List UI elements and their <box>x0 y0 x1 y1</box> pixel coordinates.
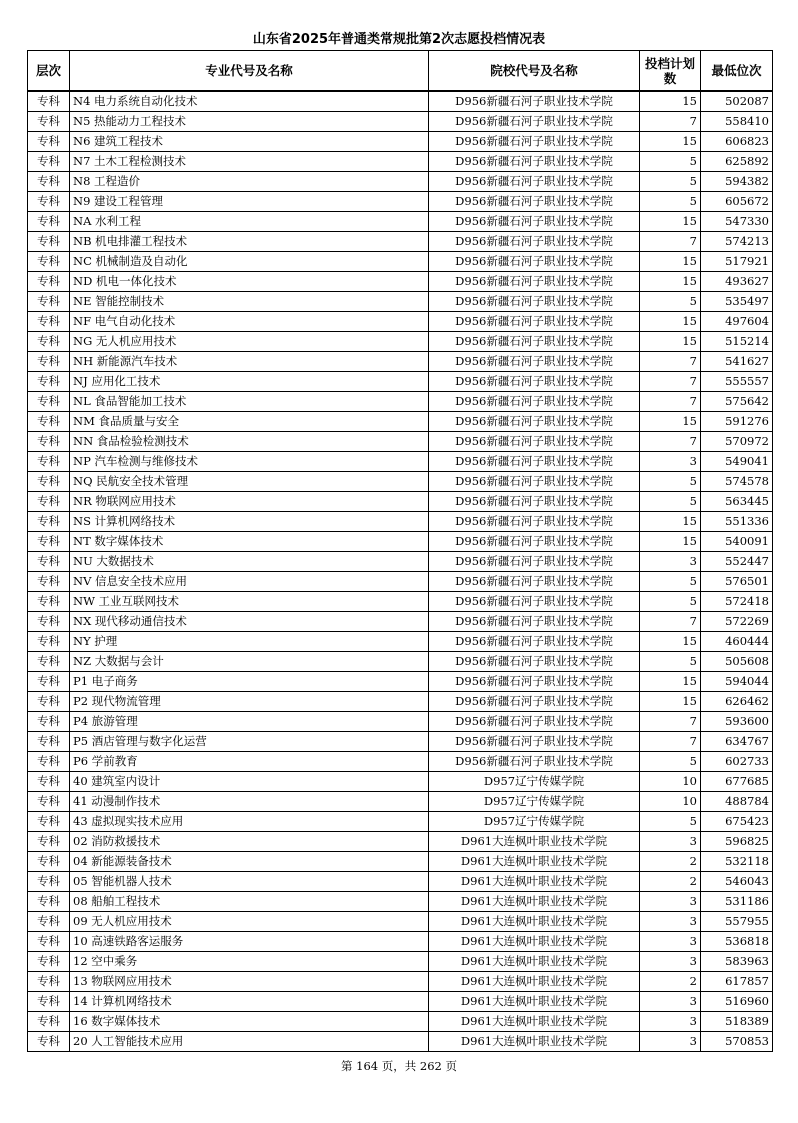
cell-level: 专科 <box>28 792 70 812</box>
cell-major: P5 酒店管理与数字化运营 <box>70 732 429 752</box>
cell-school: D961大连枫叶职业技术学院 <box>429 932 640 952</box>
header-school: 院校代号及名称 <box>429 51 640 92</box>
cell-school: D956新疆石河子职业技术学院 <box>429 472 640 492</box>
cell-plan: 3 <box>640 1012 701 1032</box>
table-row <box>28 132 773 152</box>
cell-school: D956新疆石河子职业技术学院 <box>429 172 640 192</box>
cell-school: D956新疆石河子职业技术学院 <box>429 352 640 372</box>
cell-level: 专科 <box>28 332 70 352</box>
cell-level: 专科 <box>28 392 70 412</box>
header-plan: 投档计划数 <box>640 51 701 92</box>
cell-major: NP 汽车检测与维修技术 <box>70 452 429 472</box>
cell-major: NR 物联网应用技术 <box>70 492 429 512</box>
cell-major: NC 机械制造及自动化 <box>70 252 429 272</box>
cell-plan: 5 <box>640 812 701 832</box>
cell-school: D961大连枫叶职业技术学院 <box>429 972 640 992</box>
table-row <box>28 812 773 832</box>
cell-rank: 575642 <box>701 392 773 412</box>
cell-plan: 10 <box>640 792 701 812</box>
cell-major: ND 机电一体化技术 <box>70 272 429 292</box>
table-row <box>28 412 773 432</box>
cell-plan: 3 <box>640 992 701 1012</box>
header-rank: 最低位次 <box>701 51 773 92</box>
cell-plan: 15 <box>640 91 701 112</box>
table-row <box>28 532 773 552</box>
cell-rank: 493627 <box>701 272 773 292</box>
cell-rank: 625892 <box>701 152 773 172</box>
table-body <box>28 91 773 1052</box>
cell-major: 12 空中乘务 <box>70 952 429 972</box>
cell-plan: 15 <box>640 532 701 552</box>
cell-major: P6 学前教育 <box>70 752 429 772</box>
table-row <box>28 312 773 332</box>
cell-level: 专科 <box>28 372 70 392</box>
cell-school: D956新疆石河子职业技术学院 <box>429 152 640 172</box>
cell-school: D956新疆石河子职业技术学院 <box>429 712 640 732</box>
cell-level: 专科 <box>28 992 70 1012</box>
cell-rank: 557955 <box>701 912 773 932</box>
cell-major: 13 物联网应用技术 <box>70 972 429 992</box>
table-row <box>28 512 773 532</box>
cell-rank: 576501 <box>701 572 773 592</box>
cell-school: D956新疆石河子职业技术学院 <box>429 492 640 512</box>
cell-level: 专科 <box>28 252 70 272</box>
table-row <box>28 892 773 912</box>
cell-school: D956新疆石河子职业技术学院 <box>429 312 640 332</box>
cell-major: N9 建设工程管理 <box>70 192 429 212</box>
cell-major: NA 水利工程 <box>70 212 429 232</box>
table-row <box>28 552 773 572</box>
cell-school: D956新疆石河子职业技术学院 <box>429 732 640 752</box>
cell-major: NX 现代移动通信技术 <box>70 612 429 632</box>
cell-major: 08 船舶工程技术 <box>70 892 429 912</box>
table-row <box>28 972 773 992</box>
cell-major: NH 新能源汽车技术 <box>70 352 429 372</box>
cell-level: 专科 <box>28 732 70 752</box>
table-row <box>28 1012 773 1032</box>
table-row <box>28 252 773 272</box>
cell-plan: 5 <box>640 592 701 612</box>
table-header-row <box>28 51 773 92</box>
cell-level: 专科 <box>28 1032 70 1052</box>
cell-rank: 551336 <box>701 512 773 532</box>
cell-level: 专科 <box>28 91 70 112</box>
table-row <box>28 332 773 352</box>
cell-plan: 7 <box>640 732 701 752</box>
cell-major: NG 无人机应用技术 <box>70 332 429 352</box>
table-row <box>28 492 773 512</box>
cell-level: 专科 <box>28 852 70 872</box>
cell-level: 专科 <box>28 812 70 832</box>
cell-rank: 546043 <box>701 872 773 892</box>
table-row <box>28 452 773 472</box>
cell-rank: 596825 <box>701 832 773 852</box>
cell-plan: 15 <box>640 412 701 432</box>
cell-major: NV 信息安全技术应用 <box>70 572 429 592</box>
cell-school: D956新疆石河子职业技术学院 <box>429 192 640 212</box>
cell-rank: 593600 <box>701 712 773 732</box>
cell-major: NE 智能控制技术 <box>70 292 429 312</box>
cell-school: D956新疆石河子职业技术学院 <box>429 252 640 272</box>
cell-level: 专科 <box>28 752 70 772</box>
cell-major: 10 高速铁路客运服务 <box>70 932 429 952</box>
cell-rank: 518389 <box>701 1012 773 1032</box>
cell-rank: 460444 <box>701 632 773 652</box>
cell-school: D961大连枫叶职业技术学院 <box>429 832 640 852</box>
table-row <box>28 752 773 772</box>
cell-plan: 5 <box>640 292 701 312</box>
cell-plan: 7 <box>640 712 701 732</box>
cell-school: D957辽宁传媒学院 <box>429 792 640 812</box>
cell-major: 04 新能源装备技术 <box>70 852 429 872</box>
cell-plan: 3 <box>640 952 701 972</box>
cell-school: D956新疆石河子职业技术学院 <box>429 392 640 412</box>
cell-school: D961大连枫叶职业技术学院 <box>429 872 640 892</box>
cell-level: 专科 <box>28 432 70 452</box>
cell-rank: 547330 <box>701 212 773 232</box>
cell-major: NQ 民航安全技术管理 <box>70 472 429 492</box>
cell-major: NL 食品智能加工技术 <box>70 392 429 412</box>
cell-major: P2 现代物流管理 <box>70 692 429 712</box>
cell-level: 专科 <box>28 472 70 492</box>
table-row <box>28 152 773 172</box>
cell-school: D961大连枫叶职业技术学院 <box>429 912 640 932</box>
cell-rank: 572418 <box>701 592 773 612</box>
cell-level: 专科 <box>28 712 70 732</box>
cell-major: 16 数字媒体技术 <box>70 1012 429 1032</box>
cell-rank: 531186 <box>701 892 773 912</box>
cell-school: D957辽宁传媒学院 <box>429 772 640 792</box>
cell-plan: 3 <box>640 892 701 912</box>
cell-major: NZ 大数据与会计 <box>70 652 429 672</box>
cell-rank: 605672 <box>701 192 773 212</box>
cell-rank: 591276 <box>701 412 773 432</box>
cell-level: 专科 <box>28 412 70 432</box>
cell-rank: 602733 <box>701 752 773 772</box>
cell-level: 专科 <box>28 452 70 472</box>
table-row <box>28 792 773 812</box>
cell-major: N4 电力系统自动化技术 <box>70 91 429 112</box>
cell-plan: 3 <box>640 832 701 852</box>
cell-school: D956新疆石河子职业技术学院 <box>429 592 640 612</box>
cell-rank: 606823 <box>701 132 773 152</box>
cell-plan: 15 <box>640 212 701 232</box>
table-row <box>28 692 773 712</box>
table-row <box>28 212 773 232</box>
cell-school: D961大连枫叶职业技术学院 <box>429 892 640 912</box>
cell-major: P1 电子商务 <box>70 672 429 692</box>
cell-rank: 675423 <box>701 812 773 832</box>
cell-level: 专科 <box>28 952 70 972</box>
table-row <box>28 592 773 612</box>
cell-major: NU 大数据技术 <box>70 552 429 572</box>
cell-major: 43 虚拟现实技术应用 <box>70 812 429 832</box>
table-row <box>28 572 773 592</box>
cell-major: 41 动漫制作技术 <box>70 792 429 812</box>
cell-plan: 3 <box>640 932 701 952</box>
cell-major: NT 数字媒体技术 <box>70 532 429 552</box>
cell-level: 专科 <box>28 912 70 932</box>
cell-plan: 7 <box>640 432 701 452</box>
cell-major: 14 计算机网络技术 <box>70 992 429 1012</box>
cell-major: NJ 应用化工技术 <box>70 372 429 392</box>
cell-school: D956新疆石河子职业技术学院 <box>429 112 640 132</box>
cell-rank: 517921 <box>701 252 773 272</box>
table-row <box>28 632 773 652</box>
cell-school: D957辽宁传媒学院 <box>429 812 640 832</box>
cell-major: NW 工业互联网技术 <box>70 592 429 612</box>
cell-school: D956新疆石河子职业技术学院 <box>429 91 640 112</box>
cell-rank: 594044 <box>701 672 773 692</box>
cell-major: 09 无人机应用技术 <box>70 912 429 932</box>
cell-level: 专科 <box>28 892 70 912</box>
table-row <box>28 112 773 132</box>
cell-school: D956新疆石河子职业技术学院 <box>429 552 640 572</box>
table-row <box>28 612 773 632</box>
cell-school: D956新疆石河子职业技术学院 <box>429 332 640 352</box>
page-title: 山东省2025年普通类常规批第2次志愿投档情况表 <box>252 32 546 47</box>
cell-school: D956新疆石河子职业技术学院 <box>429 292 640 312</box>
cell-rank: 574213 <box>701 232 773 252</box>
table-row <box>28 292 773 312</box>
cell-level: 专科 <box>28 772 70 792</box>
table-row <box>28 232 773 252</box>
cell-level: 专科 <box>28 172 70 192</box>
cell-plan: 5 <box>640 192 701 212</box>
page-footer: 第 164 页，共 262 页 <box>340 1059 458 1073</box>
cell-plan: 3 <box>640 452 701 472</box>
table-row <box>28 852 773 872</box>
table-row <box>28 992 773 1012</box>
cell-level: 专科 <box>28 132 70 152</box>
table-row <box>28 1032 773 1052</box>
cell-rank: 502087 <box>701 91 773 112</box>
cell-school: D961大连枫叶职业技术学院 <box>429 852 640 872</box>
cell-rank: 516960 <box>701 992 773 1012</box>
cell-plan: 15 <box>640 672 701 692</box>
cell-major: N5 热能动力工程技术 <box>70 112 429 132</box>
cell-plan: 7 <box>640 232 701 252</box>
admission-table <box>27 50 773 1052</box>
table-row <box>28 872 773 892</box>
cell-plan: 7 <box>640 392 701 412</box>
cell-rank: 536818 <box>701 932 773 952</box>
table-row <box>28 912 773 932</box>
cell-plan: 5 <box>640 152 701 172</box>
cell-school: D956新疆石河子职业技术学院 <box>429 512 640 532</box>
cell-school: D961大连枫叶职业技术学院 <box>429 1032 640 1052</box>
table-row <box>28 932 773 952</box>
cell-major: N6 建筑工程技术 <box>70 132 429 152</box>
table-row <box>28 372 773 392</box>
cell-school: D956新疆石河子职业技术学院 <box>429 232 640 252</box>
cell-major: 40 建筑室内设计 <box>70 772 429 792</box>
table-row <box>28 272 773 292</box>
cell-plan: 2 <box>640 872 701 892</box>
cell-rank: 541627 <box>701 352 773 372</box>
cell-plan: 15 <box>640 132 701 152</box>
cell-level: 专科 <box>28 232 70 252</box>
cell-plan: 15 <box>640 512 701 532</box>
cell-school: D956新疆石河子职业技术学院 <box>429 412 640 432</box>
cell-school: D956新疆石河子职业技术学院 <box>429 212 640 232</box>
cell-school: D956新疆石河子职业技术学院 <box>429 432 640 452</box>
cell-rank: 583963 <box>701 952 773 972</box>
cell-plan: 15 <box>640 272 701 292</box>
cell-rank: 626462 <box>701 692 773 712</box>
table-row <box>28 712 773 732</box>
table-row <box>28 91 773 112</box>
cell-plan: 7 <box>640 612 701 632</box>
cell-rank: 497604 <box>701 312 773 332</box>
table-row <box>28 352 773 372</box>
cell-level: 专科 <box>28 972 70 992</box>
cell-rank: 570853 <box>701 1032 773 1052</box>
cell-school: D956新疆石河子职业技术学院 <box>429 132 640 152</box>
cell-plan: 2 <box>640 972 701 992</box>
cell-school: D956新疆石河子职业技术学院 <box>429 632 640 652</box>
cell-rank: 558410 <box>701 112 773 132</box>
cell-rank: 677685 <box>701 772 773 792</box>
cell-rank: 505608 <box>701 652 773 672</box>
cell-major: NB 机电排灌工程技术 <box>70 232 429 252</box>
cell-level: 专科 <box>28 632 70 652</box>
cell-level: 专科 <box>28 612 70 632</box>
cell-level: 专科 <box>28 532 70 552</box>
cell-school: D956新疆石河子职业技术学院 <box>429 532 640 552</box>
cell-level: 专科 <box>28 672 70 692</box>
cell-plan: 15 <box>640 692 701 712</box>
cell-plan: 15 <box>640 252 701 272</box>
cell-school: D956新疆石河子职业技术学院 <box>429 572 640 592</box>
cell-school: D961大连枫叶职业技术学院 <box>429 1012 640 1032</box>
cell-plan: 7 <box>640 112 701 132</box>
table-row <box>28 732 773 752</box>
cell-rank: 488784 <box>701 792 773 812</box>
cell-plan: 15 <box>640 332 701 352</box>
cell-rank: 574578 <box>701 472 773 492</box>
cell-major: 02 消防救援技术 <box>70 832 429 852</box>
cell-level: 专科 <box>28 272 70 292</box>
cell-major: NF 电气自动化技术 <box>70 312 429 332</box>
cell-rank: 617857 <box>701 972 773 992</box>
cell-plan: 3 <box>640 552 701 572</box>
cell-level: 专科 <box>28 152 70 172</box>
cell-plan: 7 <box>640 352 701 372</box>
cell-major: 20 人工智能技术应用 <box>70 1032 429 1052</box>
cell-plan: 10 <box>640 772 701 792</box>
cell-level: 专科 <box>28 932 70 952</box>
cell-level: 专科 <box>28 312 70 332</box>
cell-rank: 594382 <box>701 172 773 192</box>
cell-rank: 535497 <box>701 292 773 312</box>
cell-major: N7 土木工程检测技术 <box>70 152 429 172</box>
cell-plan: 5 <box>640 572 701 592</box>
cell-level: 专科 <box>28 572 70 592</box>
cell-rank: 552447 <box>701 552 773 572</box>
cell-school: D961大连枫叶职业技术学院 <box>429 952 640 972</box>
cell-rank: 540091 <box>701 532 773 552</box>
table-row <box>28 472 773 492</box>
table-row <box>28 192 773 212</box>
cell-plan: 2 <box>640 852 701 872</box>
cell-rank: 532118 <box>701 852 773 872</box>
cell-rank: 634767 <box>701 732 773 752</box>
cell-school: D956新疆石河子职业技术学院 <box>429 612 640 632</box>
cell-level: 专科 <box>28 492 70 512</box>
cell-rank: 555557 <box>701 372 773 392</box>
cell-major: P4 旅游管理 <box>70 712 429 732</box>
cell-plan: 3 <box>640 912 701 932</box>
table-row <box>28 432 773 452</box>
cell-plan: 7 <box>640 372 701 392</box>
cell-plan: 15 <box>640 312 701 332</box>
cell-level: 专科 <box>28 592 70 612</box>
cell-plan: 5 <box>640 752 701 772</box>
cell-major: NN 食品检验检测技术 <box>70 432 429 452</box>
cell-major: N8 工程造价 <box>70 172 429 192</box>
cell-plan: 5 <box>640 492 701 512</box>
cell-rank: 572269 <box>701 612 773 632</box>
cell-rank: 570972 <box>701 432 773 452</box>
cell-level: 专科 <box>28 872 70 892</box>
header-level: 层次 <box>28 51 70 92</box>
table-row <box>28 652 773 672</box>
cell-major: NS 计算机网络技术 <box>70 512 429 532</box>
cell-major: NY 护理 <box>70 632 429 652</box>
cell-level: 专科 <box>28 112 70 132</box>
table-row <box>28 392 773 412</box>
cell-rank: 515214 <box>701 332 773 352</box>
cell-plan: 5 <box>640 472 701 492</box>
cell-plan: 3 <box>640 1032 701 1052</box>
cell-rank: 549041 <box>701 452 773 472</box>
cell-major: NM 食品质量与安全 <box>70 412 429 432</box>
cell-level: 专科 <box>28 192 70 212</box>
cell-level: 专科 <box>28 512 70 532</box>
cell-level: 专科 <box>28 832 70 852</box>
cell-plan: 5 <box>640 652 701 672</box>
cell-school: D956新疆石河子职业技术学院 <box>429 452 640 472</box>
cell-level: 专科 <box>28 652 70 672</box>
cell-rank: 563445 <box>701 492 773 512</box>
table-row <box>28 672 773 692</box>
cell-school: D956新疆石河子职业技术学院 <box>429 752 640 772</box>
table-row <box>28 952 773 972</box>
cell-school: D956新疆石河子职业技术学院 <box>429 272 640 292</box>
header-major: 专业代号及名称 <box>70 51 429 92</box>
cell-school: D956新疆石河子职业技术学院 <box>429 652 640 672</box>
cell-school: D956新疆石河子职业技术学院 <box>429 672 640 692</box>
cell-level: 专科 <box>28 552 70 572</box>
cell-level: 专科 <box>28 292 70 312</box>
table-row <box>28 172 773 192</box>
cell-level: 专科 <box>28 212 70 232</box>
table-row <box>28 772 773 792</box>
cell-school: D956新疆石河子职业技术学院 <box>429 372 640 392</box>
cell-school: D956新疆石河子职业技术学院 <box>429 692 640 712</box>
cell-plan: 15 <box>640 632 701 652</box>
cell-level: 专科 <box>28 352 70 372</box>
cell-level: 专科 <box>28 692 70 712</box>
cell-plan: 5 <box>640 172 701 192</box>
cell-level: 专科 <box>28 1012 70 1032</box>
table-row <box>28 832 773 852</box>
cell-school: D961大连枫叶职业技术学院 <box>429 992 640 1012</box>
cell-major: 05 智能机器人技术 <box>70 872 429 892</box>
